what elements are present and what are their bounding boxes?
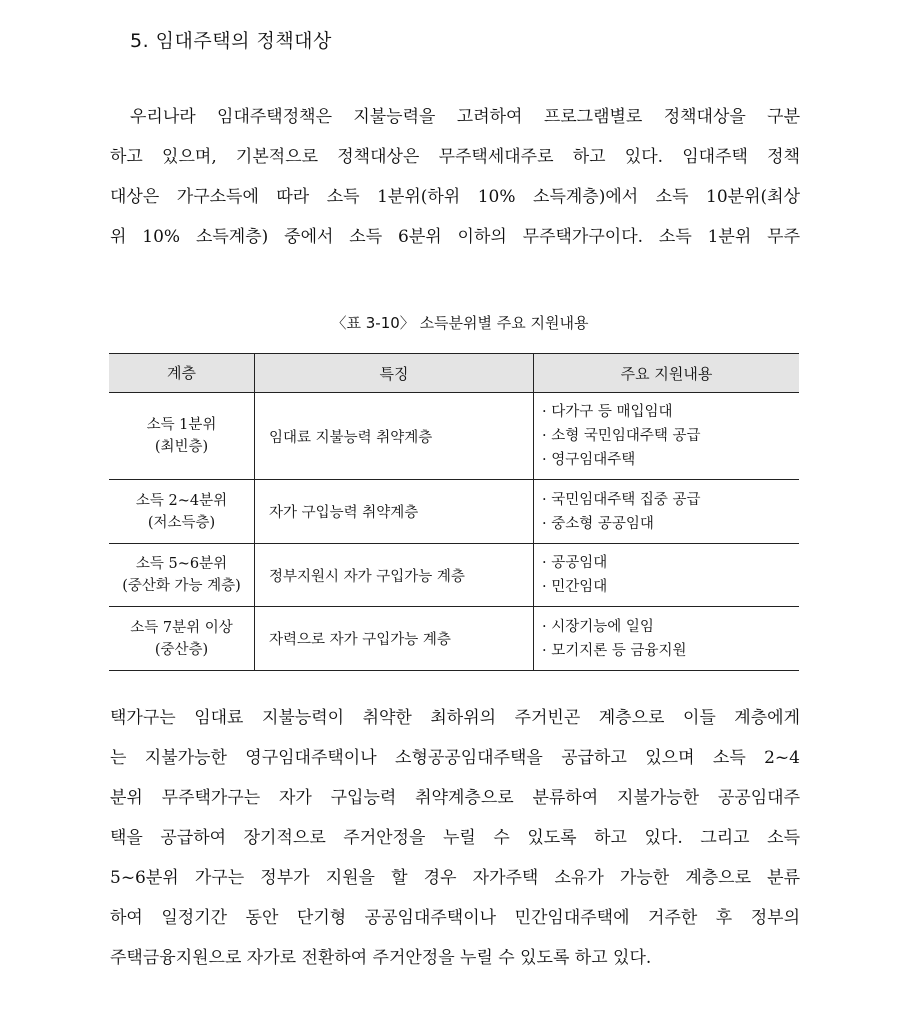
table-row	[109, 393, 799, 480]
paragraph-line: 위 10% 소득계층) 중에서 소득 6분위 이하의 무주택가구이다. 소득 1분위 무주	[110, 227, 800, 247]
support-item: · 국민임대주택 집중 공급	[542, 488, 793, 512]
layer-name: 소득 7분위 이상	[130, 619, 233, 636]
income-support-table	[109, 353, 799, 671]
paragraph-line: 우리나라 임대주택정책은 지불능력을 고려하여 프로그램별로 정책대상을 구분	[130, 107, 800, 127]
layer-cell	[109, 544, 255, 607]
layer-name: 소득 5~6분위	[135, 556, 228, 572]
header-feature: 특징	[255, 354, 534, 393]
table-row	[109, 544, 799, 607]
layer-label: (저소득층)	[147, 514, 216, 531]
section-title: 5. 임대주택의 정책대상	[130, 30, 332, 52]
support-item: · 중소형 공공임대	[542, 512, 793, 536]
layer-label: (중산층)	[154, 641, 209, 658]
feature-cell: 정부지원시 자가 구입가능 계층	[255, 544, 534, 607]
paragraph-line: 는 지불가능한 영구임대주택이나 소형공공임대주택을 공급하고 있으며 소득 2~4	[110, 748, 800, 768]
layer-name: 소득 2~4분위	[135, 492, 228, 509]
table-row	[109, 607, 799, 671]
support-item: · 소형 국민임대주택 공급	[542, 424, 793, 448]
layer-label: (중산화 가능 계층)	[122, 578, 241, 594]
layer-label: (최빈층)	[154, 439, 209, 455]
paragraph-line: 5~6분위 가구는 정부가 지원을 할 경우 자가주택 소유가 가능한 계층으로 분류	[110, 868, 800, 888]
paragraph-continued	[110, 698, 800, 978]
support-cell	[534, 480, 800, 544]
table-row	[109, 480, 799, 544]
feature-cell: 자가 구입능력 취약계층	[255, 480, 534, 544]
paragraph-line: 택을 공급하여 장기적으로 주거안정을 누릴 수 있도록 하고 있다. 그리고 소득	[110, 828, 800, 848]
table-caption: 〈표 3-10〉 소득분위별 주요 지원내용	[331, 314, 589, 332]
paragraph-intro	[110, 97, 800, 257]
header-layer: 계층	[109, 354, 255, 393]
header-support: 주요 지원내용	[534, 354, 800, 393]
support-cell	[534, 544, 800, 607]
support-item: · 시장기능에 일임	[542, 615, 793, 639]
paragraph-line: 택가구는 임대료 지불능력이 취약한 최하위의 주거빈곤 계층으로 이들 계층에게	[110, 708, 800, 728]
layer-cell	[109, 480, 255, 544]
layer-cell	[109, 607, 255, 671]
feature-cell: 자력으로 자가 구입가능 계층	[255, 607, 534, 671]
support-item: · 민간임대	[542, 575, 793, 599]
support-item: · 모기지론 등 금융지원	[542, 639, 793, 663]
support-item: · 공공임대	[542, 551, 793, 575]
feature-cell: 임대료 지불능력 취약계층	[255, 393, 534, 480]
support-cell	[534, 607, 800, 671]
paragraph-line: 주택금융지원으로 자가로 전환하여 주거안정을 누릴 수 있도록 하고 있다.	[110, 948, 652, 968]
support-cell	[534, 393, 800, 480]
table-header-row	[109, 354, 799, 393]
layer-name: 소득 1분위	[146, 417, 217, 433]
paragraph-line: 대상은 가구소득에 따라 소득 1분위(하위 10% 소득계층)에서 소득 10분위(최상	[110, 187, 800, 207]
paragraph-line: 하여 일정기간 동안 단기형 공공임대주택이나 민간임대주택에 거주한 후 정부의	[110, 908, 800, 928]
support-item: · 다가구 등 매입임대	[542, 400, 793, 424]
support-item: · 영구임대주택	[542, 448, 793, 472]
paragraph-line: 하고 있으며, 기본적으로 정책대상은 무주택세대주로 하고 있다. 임대주택 정책	[110, 147, 800, 167]
layer-cell	[109, 393, 255, 480]
paragraph-line: 분위 무주택가구는 자가 구입능력 취약계층으로 분류하여 지불가능한 공공임대주	[110, 788, 800, 808]
